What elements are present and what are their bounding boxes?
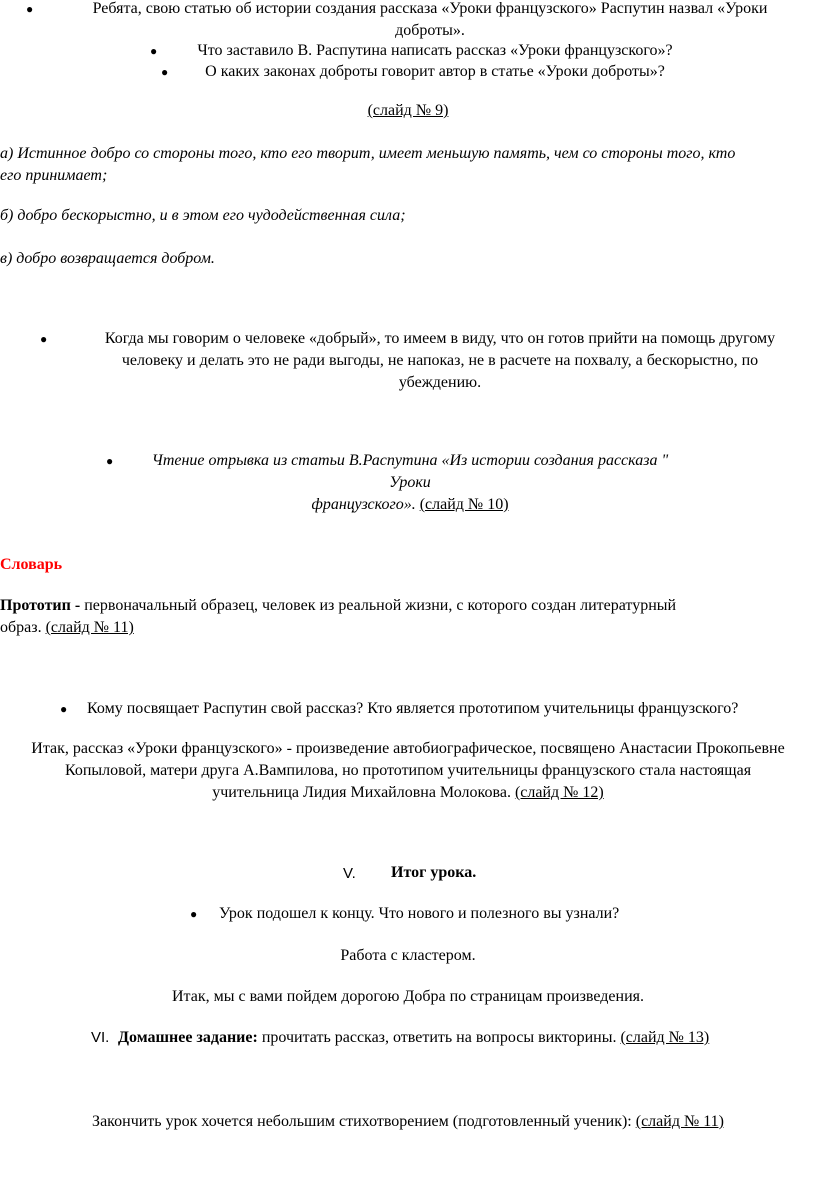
text-line bbox=[130, 494, 690, 516]
answer-paragraph bbox=[0, 738, 816, 804]
text-line: Чтение отрывка из статьи В.Распутина «Из истории создания рассказа " Уроки bbox=[151, 452, 669, 491]
glossary-definition: первоначальный образец, человек из реальной жизни, с которого создан литературный bbox=[80, 597, 677, 614]
road-text: Итак, мы с вами пойдем дорогою Добра по страницам произведения. bbox=[171, 988, 645, 1005]
slide-reference: (слайд № 11) bbox=[45, 619, 134, 636]
homework-label: Домашнее задание: bbox=[118, 1029, 258, 1046]
glossary-definition: образ. bbox=[0, 619, 46, 636]
bullet-dot: ● bbox=[60, 702, 68, 716]
text-line bbox=[0, 595, 816, 617]
bullet-dot: ● bbox=[40, 332, 48, 346]
homework-text: прочитать рассказ, ответить на вопросы викторины. bbox=[257, 1029, 621, 1046]
bullet-item-prototype-question: Кому посвящает Распутин свой рассказ? Кто является прототипом учительницы французского? bbox=[87, 700, 739, 717]
bullet-dot: ● bbox=[190, 907, 198, 921]
section-numeral: VI. bbox=[91, 1029, 110, 1046]
text-line: Копыловой, матери друга А.Вампилова, но прототипом учительницы французского стала настоящая bbox=[64, 762, 752, 779]
closing-text bbox=[0, 1111, 816, 1133]
reading-source: французского». bbox=[311, 496, 416, 513]
cluster-text: Работа с кластером. bbox=[340, 947, 476, 964]
text-line: доброты». bbox=[395, 22, 465, 39]
slide-reference: (слайд № 13) bbox=[620, 1029, 710, 1046]
bullet-dot: ● bbox=[26, 2, 34, 16]
bullet-item-reason-question: Что заставило В. Распутина написать рассказ «Уроки французского»? bbox=[197, 42, 673, 59]
text-line bbox=[0, 617, 816, 639]
answer-text: учительница Лидия Михайловна Молокова. bbox=[212, 784, 515, 801]
slide-reference: (слайд № 10) bbox=[419, 496, 509, 513]
law-v: в) добро возвращается добром. bbox=[0, 250, 215, 267]
section-numeral: V. bbox=[343, 865, 356, 882]
bullet-item-reading bbox=[130, 450, 690, 516]
bullet-dot: ● bbox=[150, 44, 158, 58]
law-b: б) добро бескорыстно, и в этом его чудодейственная сила; bbox=[0, 207, 406, 224]
closing-sentence: Закончить урок хочется небольшим стихотворением (подготовленный ученик): bbox=[92, 1113, 636, 1130]
text-line bbox=[0, 782, 816, 804]
text-line: Когда мы говорим о человеке «добрый», то имеем в виду, что он готов прийти на помощь другому bbox=[104, 330, 776, 347]
law-a bbox=[0, 143, 816, 187]
bullet-item-title-question bbox=[60, 0, 800, 42]
slide-reference: (слайд № 11) bbox=[635, 1113, 724, 1130]
glossary-entry bbox=[0, 595, 816, 639]
glossary-term: Прототип - bbox=[0, 597, 81, 614]
homework bbox=[118, 1027, 808, 1049]
text-line: а) Истинное добро со стороны того, кто его творит, имеет меньшую память, чем со стороны того, кто bbox=[0, 145, 736, 162]
slide-reference: (слайд № 9) bbox=[367, 102, 449, 119]
text-line: человеку и делать это не ради выгоды, не напоказ, не в расчете на похвалу, а бескорыстно, по bbox=[121, 352, 759, 369]
bullet-item-kindness bbox=[60, 328, 816, 394]
bullet-item-summary: Урок подошел к концу. Что нового и полезного вы узнали? bbox=[219, 905, 620, 922]
section-title: Итог урока. bbox=[391, 864, 477, 881]
bullet-dot: ● bbox=[161, 65, 169, 79]
bullet-item-laws-question: О каких законах доброты говорит автор в статье «Уроки доброты»? bbox=[205, 63, 665, 80]
text-line: его принимает; bbox=[0, 167, 108, 184]
glossary-heading: Словарь bbox=[0, 556, 63, 573]
text-line: Ребята, свою статью об истории создания рассказа «Уроки французского» Распутин назвал «Уроки bbox=[92, 0, 768, 17]
text-line: убеждению. bbox=[398, 374, 482, 391]
slide-reference: (слайд № 12) bbox=[514, 784, 604, 801]
text-line: Итак, рассказ «Уроки французского» - произведение автобиографическое, посвящено Анастасии Прокопьевне bbox=[31, 740, 785, 757]
bullet-dot: ● bbox=[106, 454, 114, 468]
